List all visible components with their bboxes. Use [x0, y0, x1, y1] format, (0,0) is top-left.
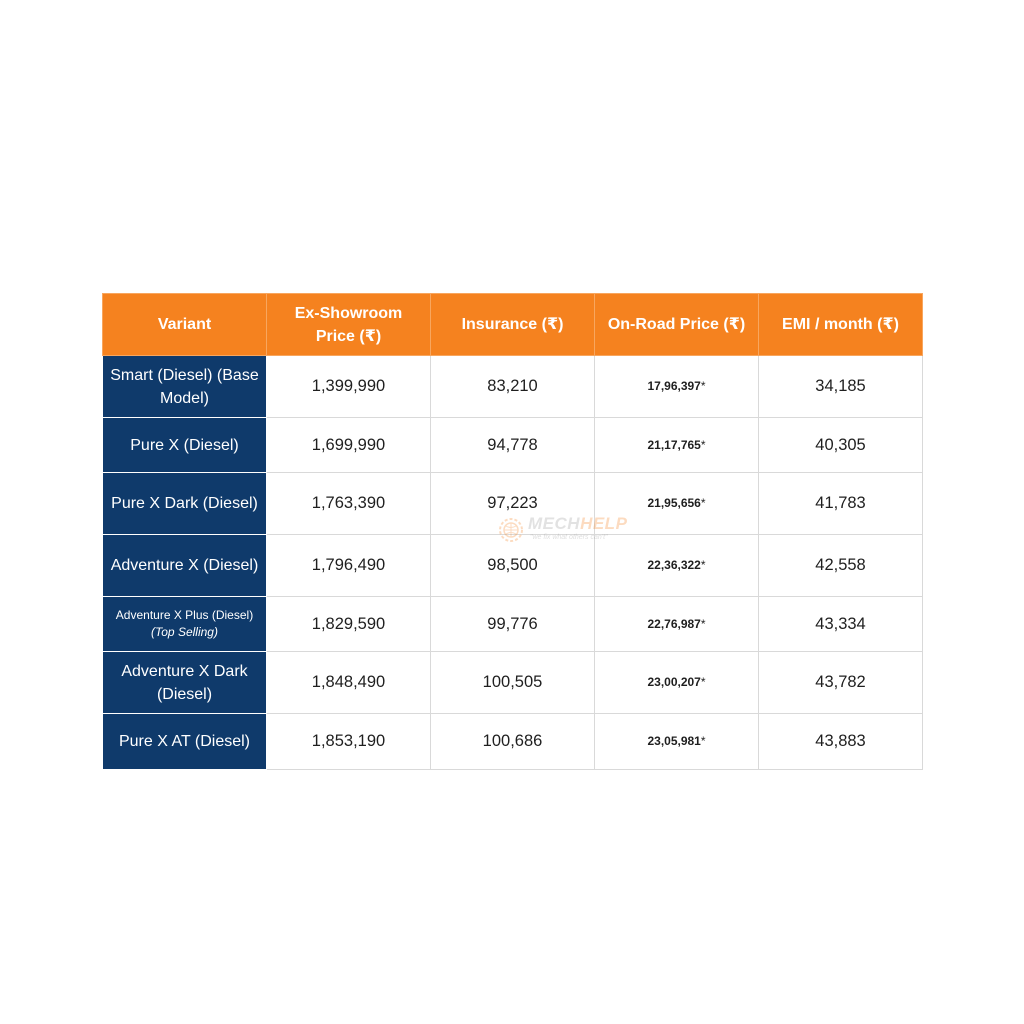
emi-cell: 43,883: [759, 714, 923, 770]
table-row: [103, 597, 923, 652]
ex-showroom-cell: 1,853,190: [267, 714, 431, 770]
on-road-value: 21,95,656: [647, 496, 701, 510]
on-road-value: 21,17,765: [647, 437, 701, 452]
emi-cell: 42,558: [759, 535, 923, 597]
on-road-mark: *: [700, 496, 706, 510]
header-variant: Variant: [103, 294, 267, 356]
table-row: [103, 356, 923, 418]
insurance-cell: 97,223: [431, 473, 595, 535]
on-road-value: 22,76,987: [647, 616, 701, 631]
on-road-mark: *: [700, 734, 706, 748]
on-road-value: 23,05,981: [647, 734, 701, 748]
variant-label: Adventure X Plus (Diesel): [115, 608, 254, 622]
on-road-value: 22,36,322: [647, 558, 701, 572]
ex-showroom-cell: 1,699,990: [267, 418, 431, 473]
ex-showroom-cell: 1,848,490: [267, 652, 431, 714]
table-row: [103, 535, 923, 597]
table-row: [103, 714, 923, 770]
on-road-cell: [595, 714, 759, 770]
on-road-cell: [595, 535, 759, 597]
on-road-mark: *: [700, 558, 706, 572]
variant-cell: Smart (Diesel) (Base Model): [103, 356, 267, 418]
ex-showroom-cell: 1,796,490: [267, 535, 431, 597]
ex-showroom-cell: 1,399,990: [267, 356, 431, 418]
top-selling-note: (Top Selling): [151, 625, 218, 639]
insurance-cell: 98,500: [431, 535, 595, 597]
variant-cell: Pure X (Diesel): [103, 418, 267, 473]
on-road-mark: *: [700, 675, 706, 689]
on-road-cell: [595, 473, 759, 535]
variant-cell: [103, 597, 267, 652]
on-road-cell: [595, 356, 759, 418]
table-row: [103, 418, 923, 473]
on-road-mark: *: [700, 437, 706, 452]
on-road-cell: [595, 597, 759, 652]
on-road-value: 23,00,207: [647, 675, 701, 689]
emi-cell: 43,782: [759, 652, 923, 714]
price-table: [102, 293, 923, 770]
ex-showroom-cell: 1,763,390: [267, 473, 431, 535]
header-row: [103, 294, 923, 356]
header-ex-showroom: Ex-Showroom Price (₹): [267, 294, 431, 356]
header-insurance: Insurance (₹): [431, 294, 595, 356]
on-road-cell: [595, 652, 759, 714]
emi-cell: 43,334: [759, 597, 923, 652]
variant-cell: Adventure X (Diesel): [103, 535, 267, 597]
header-emi: EMI / month (₹): [759, 294, 923, 356]
on-road-mark: *: [700, 616, 706, 631]
watermark-brand-part2: HELP: [580, 514, 628, 533]
variant-cell: Pure X Dark (Diesel): [103, 473, 267, 535]
on-road-value: 17,96,397: [647, 379, 701, 393]
insurance-cell: 99,776: [431, 597, 595, 652]
emi-cell: 41,783: [759, 473, 923, 535]
on-road-cell: [595, 418, 759, 473]
variant-cell: Pure X AT (Diesel): [103, 714, 267, 770]
emi-cell: 34,185: [759, 356, 923, 418]
header-on-road: On-Road Price (₹): [595, 294, 759, 356]
insurance-cell: 100,686: [431, 714, 595, 770]
table-row: [103, 473, 923, 535]
emi-cell: 40,305: [759, 418, 923, 473]
watermark-tagline: "we fix what others can't": [530, 534, 608, 541]
insurance-cell: 100,505: [431, 652, 595, 714]
insurance-cell: 94,778: [431, 418, 595, 473]
variant-cell: Adventure X Dark (Diesel): [103, 652, 267, 714]
ex-showroom-cell: 1,829,590: [267, 597, 431, 652]
insurance-cell: 83,210: [431, 356, 595, 418]
watermark-brand-part1: MECH: [528, 514, 581, 533]
on-road-mark: *: [700, 379, 706, 393]
table-row: [103, 652, 923, 714]
